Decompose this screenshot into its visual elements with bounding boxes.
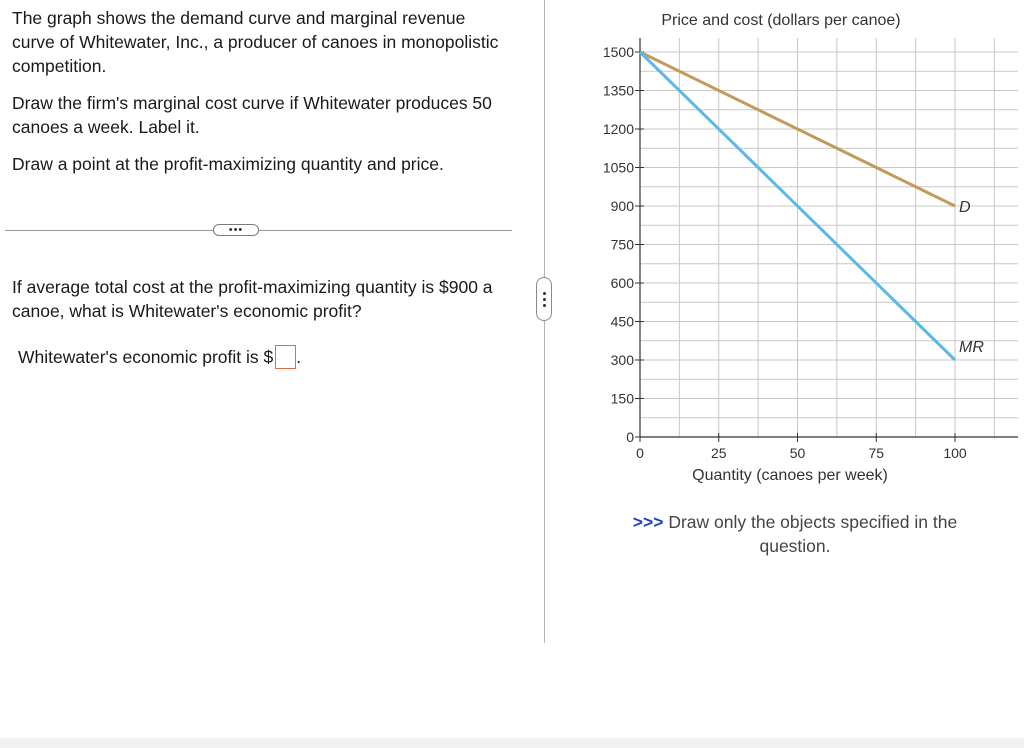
y-tick-label: 900 (610, 198, 634, 214)
economic-profit-input[interactable] (275, 345, 296, 369)
question-task-point: Draw a point at the profit-maximizing quantity and price. (12, 154, 444, 174)
y-tick-label: 1200 (602, 121, 634, 137)
x-tick-label: 100 (943, 445, 967, 461)
handle-dot-icon (543, 292, 546, 295)
x-axis-label: Quantity (canoes per week) (692, 467, 888, 484)
demand-curve-label: D (959, 199, 971, 216)
answer-suffix: . (296, 347, 302, 367)
question-task-mc-curve: Draw the firm's marginal cost curve if Whitewater produces 50 canoes a week. Label it. (12, 93, 492, 137)
instruction-arrows: >>> (632, 512, 664, 532)
chart-title: Price and cost (dollars per canoe) (661, 12, 901, 29)
pane-splitter (544, 0, 545, 643)
x-tick-label: 25 (710, 445, 727, 461)
y-tick-label: 1500 (602, 44, 634, 60)
footer-bar (0, 738, 1024, 748)
question-followup: If average total cost at the profit-maximizing quantity is $900 a canoe, what is Whitewater's economic profit? (12, 277, 493, 321)
y-tick-label: 600 (610, 275, 634, 291)
instruction-note (600, 510, 990, 558)
instruction-text: Draw only the objects specified in the question. (668, 512, 958, 556)
handle-dot-icon (543, 304, 546, 307)
y-tick-label: 1350 (602, 82, 634, 99)
answer-prefix: Whitewater's economic profit is $ (18, 347, 274, 367)
y-tick-label: 150 (610, 390, 634, 407)
x-tick-label: 75 (868, 445, 885, 461)
y-tick-label: 1050 (602, 159, 634, 176)
x-tick-label: 50 (789, 445, 806, 461)
y-tick-label: 450 (610, 313, 634, 330)
handle-dot-icon (543, 298, 546, 301)
question-intro: The graph shows the demand curve and marginal revenue curve of Whitewater, Inc., a producer of canoes in monopolistic competition. (12, 8, 499, 76)
chart-axes (603, 38, 1018, 461)
answer-row (18, 345, 301, 369)
y-tick-label: 0 (626, 429, 634, 445)
price-cost-chart[interactable] (560, 0, 1024, 500)
pane-resize-handle[interactable] (536, 277, 552, 321)
y-tick-label: 300 (610, 352, 634, 368)
chart-labels (959, 199, 984, 356)
y-tick-label: 750 (610, 236, 634, 253)
expand-more-button[interactable]: ••• (213, 224, 259, 236)
marginal-revenue-label: MR (959, 339, 984, 356)
x-tick-label: 0 (636, 445, 644, 461)
